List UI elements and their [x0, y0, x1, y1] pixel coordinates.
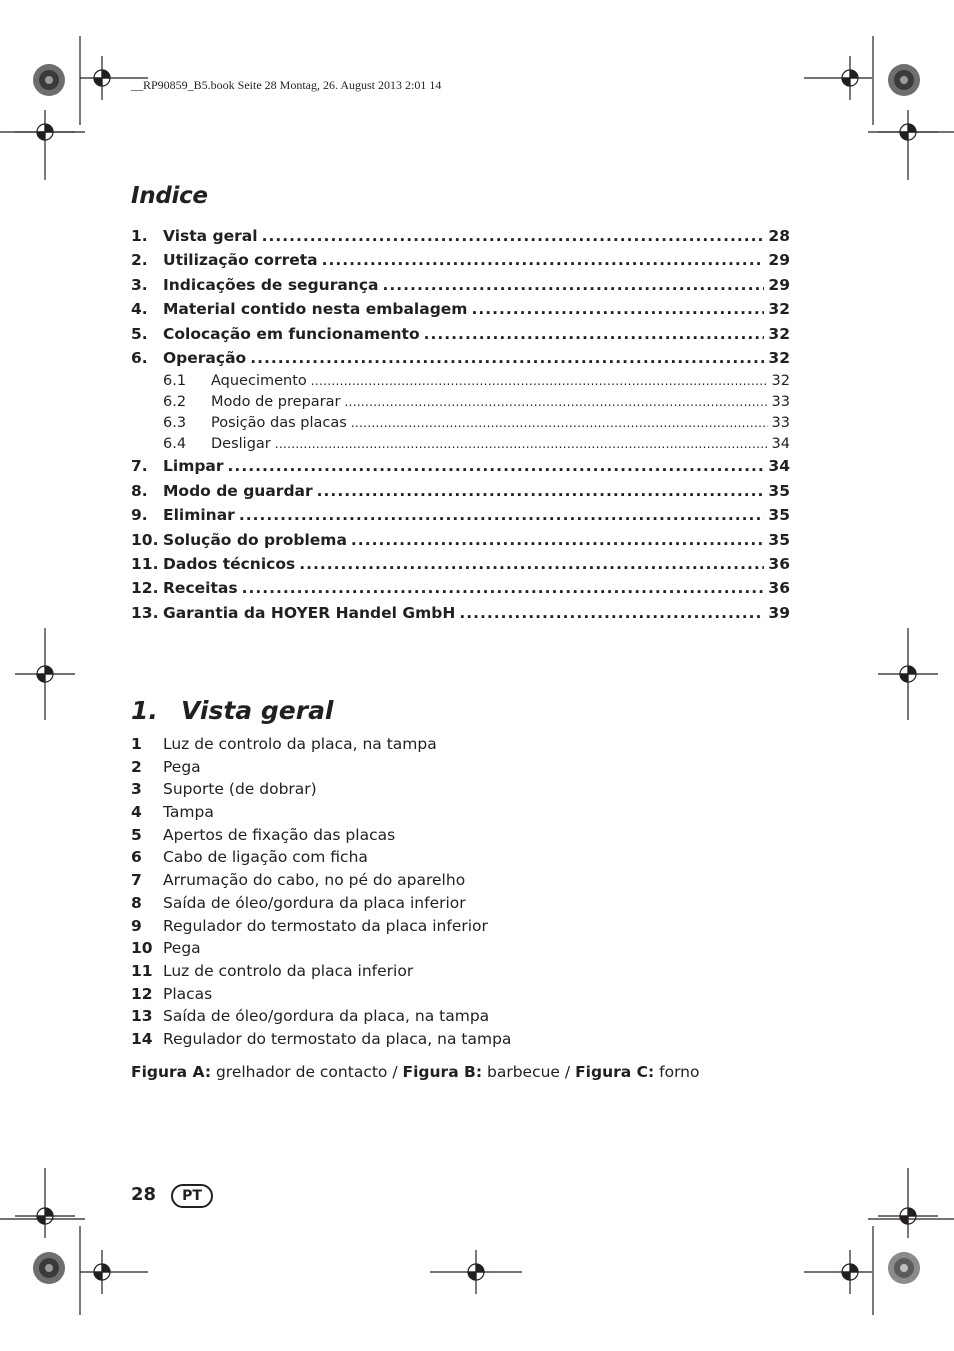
toc-entry[interactable]	[131, 604, 790, 628]
figure-a-label: Figura A:	[131, 1063, 212, 1081]
toc-entry[interactable]	[131, 506, 790, 530]
print-file-info: __RP90859_B5.book Seite 28 Montag, 26. August 2013 2:01 14	[131, 78, 442, 92]
list-item	[131, 735, 511, 758]
part-number: 10	[131, 939, 153, 958]
part-label: Pega	[163, 757, 201, 776]
list-item	[131, 939, 511, 962]
toc-entry-page: 32	[768, 300, 790, 319]
toc-entry-page: 32	[768, 324, 790, 343]
toc-entry[interactable]	[131, 531, 790, 555]
toc-entry-title: Modo de guardar	[163, 481, 313, 500]
toc-entry-page: 36	[768, 554, 790, 573]
toc-entry-title: Receitas	[163, 579, 238, 598]
figure-a-text: grelhador de contacto	[215, 1063, 388, 1081]
toc-leader	[317, 482, 765, 500]
toc-entry-title: Desligar	[211, 436, 271, 453]
figure-b-text: barbecue	[487, 1063, 560, 1081]
toc-entry-number: 5.	[131, 324, 148, 343]
part-number: 6	[131, 848, 142, 867]
toc-entry-page: 33	[771, 394, 790, 411]
part-number: 12	[131, 984, 153, 1003]
toc-subentry[interactable]	[131, 436, 790, 457]
part-label: Cabo de ligação com ficha	[163, 848, 368, 867]
toc-entry-page: 32	[768, 348, 790, 367]
toc-leader	[299, 555, 764, 573]
part-number: 1	[131, 735, 142, 753]
toc-entry-number: 6.4	[163, 436, 187, 453]
list-item	[131, 1030, 511, 1053]
toc-entry-title: Material contido nesta embalagem	[163, 300, 468, 319]
toc-entry-title: Eliminar	[163, 506, 235, 525]
figure-b-label: Figura B:	[402, 1063, 483, 1081]
toc-entry-number: 10.	[131, 530, 159, 549]
language-badge: PT	[171, 1184, 213, 1208]
part-label: Suporte (de dobrar)	[163, 780, 317, 799]
toc-entry-title: Utilização correta	[163, 251, 318, 270]
toc-leader	[351, 416, 768, 430]
part-label: Apertos de fixação das placas	[163, 825, 396, 844]
part-number: 14	[131, 1029, 153, 1048]
part-label: Arrumação do cabo, no pé do aparelho	[163, 871, 466, 890]
part-number: 9	[131, 916, 142, 935]
toc-entry-number: 6.	[131, 348, 148, 367]
part-label: Saída de óleo/gordura da placa inferior	[163, 893, 466, 912]
toc-entry-title: Modo de preparar	[211, 394, 341, 411]
toc-entry-page: 35	[768, 530, 790, 549]
part-label: Placas	[163, 984, 213, 1003]
toc-entry-number: 7.	[131, 457, 148, 476]
part-number: 8	[131, 893, 142, 912]
page-number: 28	[131, 1184, 157, 1205]
list-item	[131, 917, 511, 940]
part-number: 7	[131, 871, 142, 890]
list-item	[131, 758, 511, 781]
toc-entry-title: Dados técnicos	[163, 554, 296, 573]
toc-entry-title: Aquecimento	[211, 373, 307, 390]
parts-list	[131, 735, 511, 1053]
toc-entry-title: Solução do problema	[163, 530, 347, 549]
toc-entry-page: 39	[768, 603, 790, 622]
list-item	[131, 803, 511, 826]
list-item	[131, 985, 511, 1008]
figure-c-text: forno	[659, 1063, 700, 1081]
toc-entry-title: Posição das placas	[211, 415, 347, 432]
part-label: Saída de óleo/gordura da placa, na tampa	[163, 1007, 490, 1026]
toc-entry[interactable]	[131, 555, 790, 579]
toc-leader	[351, 531, 765, 549]
toc-leader	[383, 276, 765, 294]
toc-entry-title: Limpar	[163, 457, 224, 476]
toc-entry-title: Garantia da HOYER Handel GmbH	[163, 603, 456, 622]
toc-subentry[interactable]	[131, 394, 790, 415]
toc-leader	[239, 506, 765, 524]
toc-entry-title: Vista geral	[163, 227, 258, 245]
toc-entry-number: 6.1	[163, 373, 187, 390]
toc-entry-page: 29	[768, 251, 790, 270]
part-label: Pega	[163, 939, 201, 958]
part-number: 13	[131, 1007, 153, 1026]
toc-subentry[interactable]	[131, 415, 790, 436]
toc-entry-page: 32	[771, 373, 790, 390]
list-item	[131, 962, 511, 985]
toc-leader	[275, 437, 768, 451]
toc-entry-number: 2.	[131, 251, 148, 270]
toc-entry-page: 35	[768, 506, 790, 525]
toc-heading: Indice	[131, 183, 208, 209]
figure-c-label: Figura C:	[575, 1063, 655, 1081]
toc-entry[interactable]	[131, 457, 790, 481]
part-number: 11	[131, 961, 153, 980]
list-item	[131, 826, 511, 849]
toc-entry-number: 12.	[131, 579, 159, 598]
toc-entry[interactable]	[131, 325, 790, 349]
toc-entry-page: 35	[768, 481, 790, 500]
toc-entry-title: Indicações de segurança	[163, 275, 379, 294]
toc-entry-number: 9.	[131, 506, 148, 525]
toc-leader	[250, 349, 764, 367]
toc-leader	[228, 457, 765, 475]
toc-entry-number: 13.	[131, 603, 159, 622]
toc-leader	[424, 325, 765, 343]
toc-entry-number: 6.2	[163, 394, 187, 411]
toc-entry-number: 1.	[131, 227, 148, 245]
table-of-contents	[131, 227, 790, 628]
list-item	[131, 848, 511, 871]
toc-leader	[262, 227, 765, 245]
toc-entry-number: 8.	[131, 481, 148, 500]
list-item	[131, 780, 511, 803]
part-label: Luz de controlo da placa inferior	[163, 961, 414, 980]
figure-separator: /	[564, 1063, 571, 1081]
list-item	[131, 871, 511, 894]
toc-leader	[459, 604, 764, 622]
toc-entry-page: 34	[768, 457, 790, 476]
part-number: 4	[131, 803, 142, 822]
toc-leader	[471, 300, 764, 318]
toc-leader	[242, 579, 765, 597]
toc-entry-page: 28	[768, 227, 790, 245]
toc-entry-page: 29	[768, 275, 790, 294]
toc-entry-number: 11.	[131, 554, 159, 573]
toc-entry[interactable]	[131, 251, 790, 275]
toc-entry[interactable]	[131, 482, 790, 506]
toc-entry[interactable]	[131, 579, 790, 603]
toc-entry-page: 36	[768, 579, 790, 598]
list-item	[131, 1007, 511, 1030]
toc-entry-page: 33	[771, 415, 790, 432]
toc-subentry[interactable]	[131, 373, 790, 394]
toc-leader	[344, 395, 767, 409]
toc-entry[interactable]	[131, 349, 790, 373]
toc-entry-title: Operação	[163, 348, 247, 367]
toc-entry-page: 34	[771, 436, 790, 453]
toc-entry-title: Colocação em funcionamento	[163, 324, 420, 343]
part-label: Tampa	[163, 803, 214, 822]
figure-separator: /	[392, 1063, 398, 1081]
section-heading	[131, 696, 334, 725]
toc-leader	[322, 251, 765, 269]
part-number: 5	[131, 825, 142, 844]
section-number: 1.	[131, 696, 158, 725]
figure-captions	[131, 1063, 699, 1081]
part-label: Regulador do termostato da placa inferior	[163, 916, 488, 935]
part-number: 2	[131, 757, 142, 776]
toc-entry-number: 6.3	[163, 415, 187, 432]
part-number: 3	[131, 780, 142, 799]
toc-entry[interactable]	[131, 300, 790, 324]
part-label: Luz de controlo da placa, na tampa	[163, 735, 437, 753]
toc-entry[interactable]	[131, 227, 790, 251]
toc-entry-number: 4.	[131, 300, 148, 319]
list-item	[131, 894, 511, 917]
section-title: Vista geral	[181, 696, 334, 725]
toc-entry[interactable]	[131, 276, 790, 300]
toc-entry-number: 3.	[131, 275, 148, 294]
toc-leader	[311, 374, 768, 388]
part-label: Regulador do termostato da placa, na tampa	[163, 1029, 512, 1048]
